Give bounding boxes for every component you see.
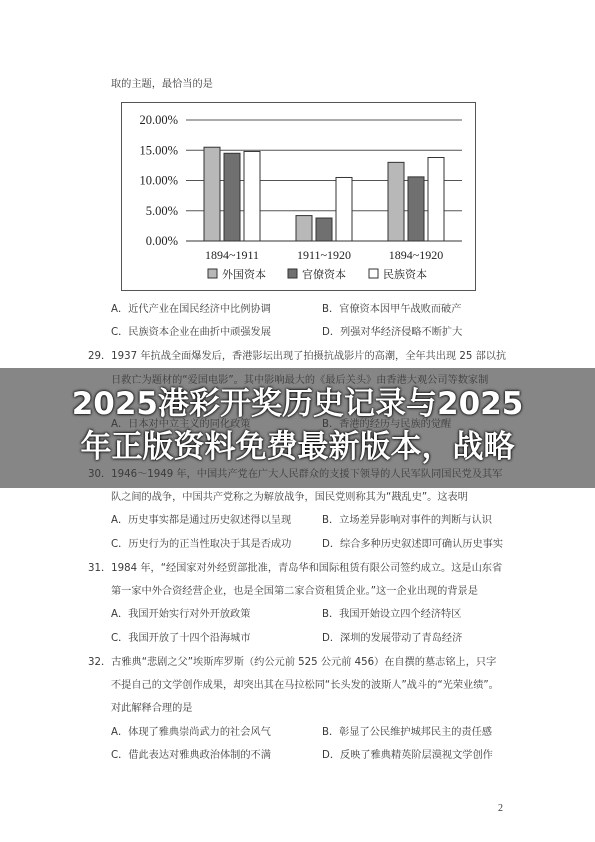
q32-line-2: 不提自己的文学创作成果，却突出其在马拉松同“长头发的波斯人”战斗的“光荣业绩”。 xyxy=(111,680,499,691)
bar xyxy=(388,162,404,241)
q28-option-a: A．近代产业在国民经济中比例协调 xyxy=(111,304,271,315)
q30-option-a: A．历史事实都是通过历史叙述得以呈现 xyxy=(111,515,292,526)
y-tick-label: 5.00% xyxy=(145,203,178,218)
legend-label: 民族资本 xyxy=(383,268,427,281)
x-category-label: 1894~1911 xyxy=(204,248,260,262)
q29-line-1: 29．1937 年抗战全面爆发后，香港影坛出现了拍摄抗战影片的高潮，全年共出现 25 部以抗 xyxy=(88,351,507,362)
page-number: 2 xyxy=(498,803,503,814)
q31-line-2: 第一家中外合资经营企业，也是全国第二家合资租赁企业。”这一企业出现的背景是 xyxy=(111,586,478,597)
q28-option-c: C．民族资本企业在曲折中顽强发展 xyxy=(111,327,271,338)
q30-option-c: C．历史行为的正当性取决于其是否成功 xyxy=(111,539,292,550)
legend-swatch xyxy=(369,269,378,278)
q31-option-d: D．深圳的发展带动了青岛经济 xyxy=(322,633,463,644)
q30-option-b: B．立场差异影响对事件的判断与认识 xyxy=(322,515,492,526)
q32-option-b: B．彰显了公民维护城邦民主的责任感 xyxy=(322,727,492,738)
q28-option-d: D．列强对华经济侵略不断扩大 xyxy=(322,327,463,338)
q32-line-1: 32．古雅典“悲剧之父”埃斯库罗斯（约公元前 525 公元前 456）在自撰的墓志铭上，只字 xyxy=(88,657,497,668)
bar xyxy=(316,218,332,241)
legend-swatch xyxy=(208,269,217,278)
q32-line-3: 对此解释合理的是 xyxy=(111,703,193,714)
bar xyxy=(296,216,312,241)
y-tick-label: 10.00% xyxy=(139,173,178,188)
legend-swatch xyxy=(288,269,297,278)
legend-label: 官僚资本 xyxy=(302,268,346,281)
question-intro: 取的主题，最恰当的是 xyxy=(111,79,213,90)
x-category-label: 1894~1920 xyxy=(388,248,444,262)
bar xyxy=(244,151,260,241)
y-tick-label: 20.00% xyxy=(139,113,178,127)
q32-option-a: A．体现了雅典崇尚武力的社会风气 xyxy=(111,727,271,738)
legend-label: 外国资本 xyxy=(222,268,266,281)
q30-line-2: 队之间的战争，中国共产党称之为解放战争，国民党则称其为“戡乱史”。这表明 xyxy=(111,492,468,503)
q32-option-c: C．借此表达对雅典政治体制的不满 xyxy=(111,750,271,761)
bar xyxy=(336,177,352,241)
q31-line-1: 31．1984 年，“经国家对外经贸部批准，青岛华和国际租赁有限公司签约成立。这是山东省 xyxy=(88,563,503,574)
q28-option-b: B．官僚资本因甲午战败而破产 xyxy=(322,304,462,315)
q31-option-a: A．我国开始实行对外开放政策 xyxy=(111,609,251,620)
banner-line-1: 2025港彩开奖历史记录与2025 xyxy=(71,386,524,422)
overlay-banner-title xyxy=(0,383,595,469)
bar-chart xyxy=(121,102,476,291)
bar xyxy=(224,153,240,241)
q30-option-d: D．综合多种历史叙述即可确认历史事实 xyxy=(322,539,504,550)
bar-chart-svg xyxy=(122,103,475,290)
x-category-label: 1911~1920 xyxy=(296,248,352,262)
y-tick-label: 0.00% xyxy=(145,234,178,248)
bar xyxy=(204,147,220,241)
y-tick-label: 15.00% xyxy=(139,143,178,158)
q31-option-b: B．我国开始设立四个经济特区 xyxy=(322,609,462,620)
banner-line-2: 年正版资料免费最新版本，战略 xyxy=(80,429,515,465)
q31-option-c: C．我国开放了十四个沿海城市 xyxy=(111,633,251,644)
bar xyxy=(408,177,424,241)
q32-option-d: D．反映了雅典精英阶层漠视文学创作 xyxy=(322,750,493,761)
bar xyxy=(428,158,444,241)
